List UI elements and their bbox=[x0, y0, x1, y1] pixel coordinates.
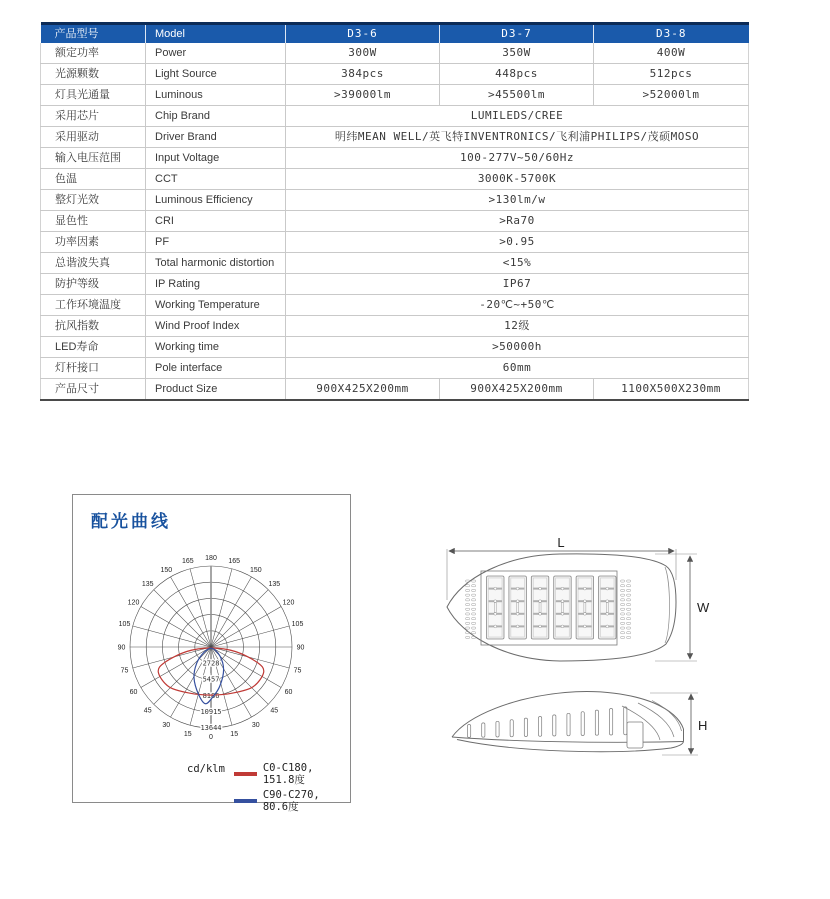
header-model-d3-6: D3-6 bbox=[286, 24, 440, 44]
table-row bbox=[41, 316, 749, 337]
table-row bbox=[41, 211, 749, 232]
spec-label-cn: 光源颗数 bbox=[41, 64, 146, 85]
table-row bbox=[41, 358, 749, 379]
svg-text:90: 90 bbox=[296, 644, 305, 652]
svg-text:120: 120 bbox=[127, 599, 140, 607]
legend-item-c90 bbox=[234, 789, 350, 813]
spec-value-merged: -20℃~+50℃ bbox=[286, 295, 749, 316]
spec-label-en: Driver Brand bbox=[146, 127, 286, 148]
svg-text:30: 30 bbox=[162, 721, 171, 729]
legend-swatch-c0-c180 bbox=[234, 772, 257, 776]
dimension-drawings bbox=[430, 530, 820, 795]
svg-text:105: 105 bbox=[118, 621, 131, 629]
spec-value: 900X425X200mm bbox=[286, 379, 440, 401]
spec-value-merged: 60mm bbox=[286, 358, 749, 379]
spec-value-merged: 100-277V~50/60Hz bbox=[286, 148, 749, 169]
spec-label-en: CCT bbox=[146, 169, 286, 190]
svg-text:2728: 2728 bbox=[202, 659, 220, 668]
spec-table-header-row bbox=[41, 24, 749, 44]
svg-text:60: 60 bbox=[129, 689, 138, 697]
top-view-drawing bbox=[447, 549, 697, 661]
spec-value: 300W bbox=[286, 43, 440, 64]
spec-value: >45500lm bbox=[440, 85, 594, 106]
spec-label-en: Chip Brand bbox=[146, 106, 286, 127]
svg-text:165: 165 bbox=[181, 557, 194, 565]
spec-label-en: Luminous Efficiency bbox=[146, 190, 286, 211]
table-row bbox=[41, 379, 749, 401]
svg-text:15: 15 bbox=[230, 730, 239, 738]
header-model-d3-8: D3-8 bbox=[594, 24, 749, 44]
spec-label-cn: 采用驱动 bbox=[41, 127, 146, 148]
polar-photometric-chart bbox=[73, 495, 350, 802]
spec-label-en: Wind Proof Index bbox=[146, 316, 286, 337]
table-row bbox=[41, 232, 749, 253]
svg-text:180: 180 bbox=[205, 554, 217, 562]
dim-label-height: H bbox=[698, 718, 708, 733]
spec-label-en: Light Source bbox=[146, 64, 286, 85]
spec-value-merged: >50000h bbox=[286, 337, 749, 358]
spec-label-cn: 输入电压范围 bbox=[41, 148, 146, 169]
spec-value-merged: >0.95 bbox=[286, 232, 749, 253]
header-model-en: Model bbox=[146, 24, 286, 44]
spec-table bbox=[40, 22, 749, 401]
spec-label-cn: 防护等级 bbox=[41, 274, 146, 295]
svg-text:10915: 10915 bbox=[200, 708, 222, 716]
spec-label-en: Product Size bbox=[146, 379, 286, 401]
spec-value-merged: >Ra70 bbox=[286, 211, 749, 232]
svg-text:75: 75 bbox=[120, 667, 129, 675]
svg-text:13644: 13644 bbox=[200, 724, 222, 733]
spec-label-cn: 工作环境温度 bbox=[41, 295, 146, 316]
table-row bbox=[41, 190, 749, 211]
svg-text:120: 120 bbox=[282, 599, 295, 607]
spec-label-cn: 采用芯片 bbox=[41, 106, 146, 127]
spec-label-cn: 显色性 bbox=[41, 211, 146, 232]
spec-value-merged: >130lm/w bbox=[286, 190, 749, 211]
spec-value-merged: LUMILEDS/CREE bbox=[286, 106, 749, 127]
table-row bbox=[41, 337, 749, 358]
legend-swatch-c90-c270 bbox=[234, 799, 257, 803]
spec-value: 1100X500X230mm bbox=[594, 379, 749, 401]
svg-text:135: 135 bbox=[141, 581, 154, 588]
svg-text:0: 0 bbox=[209, 733, 213, 741]
dim-label-length: L bbox=[557, 535, 565, 550]
light-distribution-panel bbox=[72, 494, 351, 813]
spec-label-cn: 产品尺寸 bbox=[41, 379, 146, 401]
spec-label-en: Working Temperature bbox=[146, 295, 286, 316]
table-row bbox=[41, 148, 749, 169]
panel-title: 配光曲线 bbox=[91, 512, 171, 531]
spec-value: 400W bbox=[594, 43, 749, 64]
spec-label-cn: 色温 bbox=[41, 169, 146, 190]
svg-text:150: 150 bbox=[249, 566, 262, 574]
svg-text:165: 165 bbox=[228, 557, 241, 565]
table-row bbox=[41, 64, 749, 85]
spec-value-merged: 明纬MEAN WELL/英飞特INVENTRONICS/飞利浦PHILIPS/茂硕MOSO bbox=[286, 127, 749, 148]
svg-text:15: 15 bbox=[183, 730, 192, 738]
table-row bbox=[41, 253, 749, 274]
table-row bbox=[41, 295, 749, 316]
spec-label-cn: LED寿命 bbox=[41, 337, 146, 358]
svg-text:5457: 5457 bbox=[202, 675, 220, 684]
svg-text:135: 135 bbox=[268, 581, 281, 588]
table-row bbox=[41, 106, 749, 127]
spec-label-en: Input Voltage bbox=[146, 148, 286, 169]
table-row bbox=[41, 274, 749, 295]
legend-label-c0-c180: C0-C180, 151.8度 bbox=[262, 762, 314, 786]
legend-item-c0 bbox=[234, 762, 350, 786]
spec-label-cn: 功率因素 bbox=[41, 232, 146, 253]
spec-label-en: Working time bbox=[146, 337, 286, 358]
table-row bbox=[41, 85, 749, 106]
spec-label-en: CRI bbox=[146, 211, 286, 232]
svg-text:45: 45 bbox=[270, 707, 279, 715]
polar-grid bbox=[127, 566, 292, 728]
svg-text:90: 90 bbox=[117, 644, 126, 652]
spec-label-cn: 额定功率 bbox=[41, 43, 146, 64]
table-row bbox=[41, 43, 749, 64]
spec-value-merged: IP67 bbox=[286, 274, 749, 295]
spec-value-merged: 3000K-5700K bbox=[286, 169, 749, 190]
spec-label-cn: 总谐波失真 bbox=[41, 253, 146, 274]
spec-value: 512pcs bbox=[594, 64, 749, 85]
spec-label-cn: 整灯光效 bbox=[41, 190, 146, 211]
spec-value-merged: <15% bbox=[286, 253, 749, 274]
spec-label-en: IP Rating bbox=[146, 274, 286, 295]
spec-label-en: Luminous bbox=[146, 85, 286, 106]
spec-value: 384pcs bbox=[286, 64, 440, 85]
spec-value: 448pcs bbox=[440, 64, 594, 85]
spec-value-merged: 12级 bbox=[286, 316, 749, 337]
spec-value: >52000lm bbox=[594, 85, 749, 106]
spec-value: 350W bbox=[440, 43, 594, 64]
svg-text:30: 30 bbox=[251, 721, 260, 729]
svg-text:105: 105 bbox=[291, 621, 304, 629]
table-row bbox=[41, 127, 749, 148]
spec-label-en: Total harmonic distortion bbox=[146, 253, 286, 274]
svg-text:150: 150 bbox=[160, 566, 173, 574]
svg-text:60: 60 bbox=[284, 689, 293, 697]
spec-value: 900X425X200mm bbox=[440, 379, 594, 401]
chart-legend bbox=[187, 762, 350, 816]
spec-value: >39000lm bbox=[286, 85, 440, 106]
spec-table-body bbox=[41, 43, 749, 400]
svg-text:75: 75 bbox=[293, 667, 302, 675]
spec-label-cn: 灯杆接口 bbox=[41, 358, 146, 379]
spec-label-cn: 灯具光通量 bbox=[41, 85, 146, 106]
table-row bbox=[41, 169, 749, 190]
dim-label-width: W bbox=[697, 600, 710, 615]
legend-unit-label: cd/klm bbox=[187, 763, 225, 775]
spec-label-en: PF bbox=[146, 232, 286, 253]
spec-label-cn: 抗风指数 bbox=[41, 316, 146, 337]
spec-label-en: Power bbox=[146, 43, 286, 64]
legend-label-c90-c270: C90-C270, 80.6度 bbox=[262, 789, 320, 813]
svg-text:8186: 8186 bbox=[202, 691, 220, 700]
legend-rows bbox=[234, 762, 350, 816]
spec-label-en: Pole interface bbox=[146, 358, 286, 379]
header-product-model-cn: 产品型号 bbox=[41, 24, 146, 44]
header-model-d3-7: D3-7 bbox=[440, 24, 594, 44]
svg-text:45: 45 bbox=[143, 707, 152, 715]
side-view-drawing bbox=[452, 692, 698, 755]
